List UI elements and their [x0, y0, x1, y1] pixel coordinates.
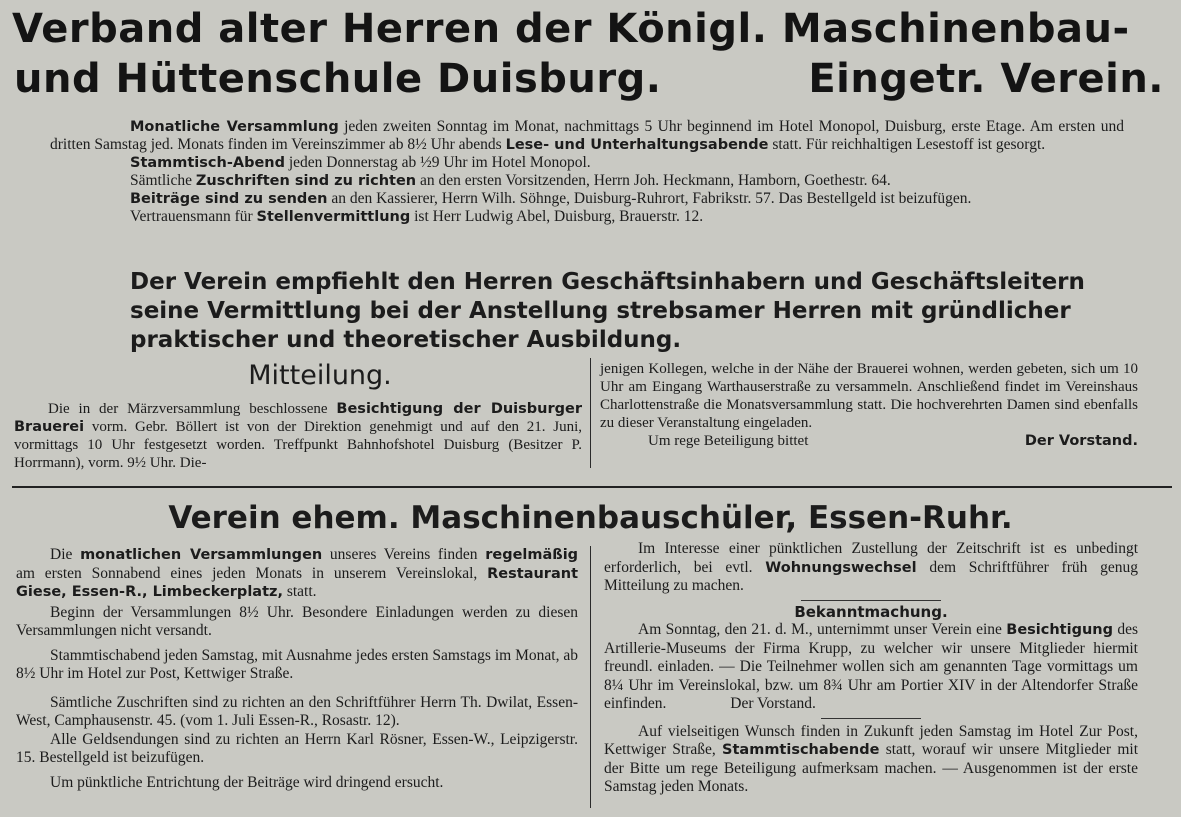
s2-l1-bold: monatlichen Versammlungen — [80, 547, 323, 563]
stammtisch-paragraph — [50, 154, 1124, 172]
section2-title: Verein ehem. Maschinenbauschüler, Essen-Ruhr. — [168, 500, 1013, 536]
s2-r1-text: dem Schriftführer früh genug Mitteilung zu machen. — [604, 558, 1138, 594]
placement-pre: Vertrauensmann für — [130, 208, 253, 225]
placement-bold: Stellenvermittlung — [256, 209, 411, 225]
section-separator — [12, 486, 1172, 488]
section2-right-column — [604, 540, 1138, 797]
s2-payments: Alle Geldsendungen sind zu richten an Herrn Karl Rösner, Essen-W., Leipzigerstr. 15. Bestellgeld ist beizufügen. — [16, 730, 578, 766]
s2-address-change — [604, 540, 1138, 596]
section1-title-line1: Verband alter Herren der Königl. Maschinenbau- — [12, 6, 1130, 52]
s2-r1-pre: Im Interesse einer pünktlichen Zustellung der Zeitschrift ist es unbedingt erforderlich, bei evtl. — [604, 540, 1138, 576]
stammtisch-bold: Stammtisch-Abend — [130, 155, 285, 171]
s2-l1-end: statt. — [286, 583, 317, 600]
column-divider-top — [590, 358, 591, 468]
correspondence-text: an den ersten Vorsitzenden, Herrn Joh. Heckmann, Hamborn, Goethestr. 64. — [420, 172, 891, 189]
s2-r2-bold: Besichtigung — [1006, 622, 1113, 638]
s2-r3-pre: Auf vielseitigen Wunsch finden in Zukunft jeden Samstag im Hotel Zur Post, Kettwiger Straße, — [604, 722, 1138, 758]
s2-monthly-meetings — [16, 546, 578, 602]
column-divider-bottom — [590, 546, 591, 808]
mitteilung-signature: Der Vorstand. — [1024, 433, 1138, 449]
mitteilung-left-text: vorm. Gebr. Böllert ist von der Direktion genehmigt und auf den 21. Juni, vormittags 10 Uhr festgesetzt worden. Treffpunkt Bahnhofshotel Duisburg (Besitzer P. Horrmann), vorm. 9½ Uhr. Die- — [14, 419, 582, 471]
s2-l1-bold3: Restaurant Giese, Essen-R., Limbeckerplatz, — [16, 565, 578, 600]
dues-text: an den Kassierer, Herrn Wilh. Söhnge, Duisburg-Ruhrort, Fabrikstr. 57. Das Bestellgeld ist beizufügen. — [331, 190, 972, 207]
reading-evening-text: statt. Für reichhaltigen Lesestoff ist gesorgt. — [772, 136, 1046, 153]
s2-r3-bold: Stammtischabende — [722, 742, 880, 758]
s2-r2-signature: Der Vorstand. — [730, 695, 816, 712]
mitteilung-closing-row — [600, 432, 1138, 450]
s2-r3-text: statt, worauf wir unsere Mitglieder mit der Bitte um rege Beteiligung aufmerksam machen. — Ausgenommen ist der erste Samstag jeden Monats. — [604, 741, 1138, 795]
s2-rule-2 — [821, 718, 921, 719]
mitteilung-left-pre: Die in der Märzversammlung beschlossene — [48, 401, 328, 417]
s2-stammtisch-announcement — [604, 723, 1138, 797]
dues-paragraph — [50, 190, 1124, 208]
s2-l1-mid: unseres Vereins finden — [329, 546, 478, 563]
dues-bold: Beiträge sind zu senden — [130, 191, 328, 207]
placement-paragraph — [50, 208, 1124, 226]
section1-title-line2 — [14, 56, 1164, 102]
correspondence-bold: Zuschriften sind zu richten — [195, 173, 417, 189]
s2-stammtisch: Stammtischabend jeden Samstag, mit Ausnahme jedes ersten Samstags im Monat, ab 8½ Uhr im Hotel zur Post, Kettwiger Straße. — [16, 646, 578, 682]
s2-announcement-heading: Bekanntmachung. — [794, 602, 948, 621]
mitteilung-closing: Um rege Beteiligung bittet — [648, 433, 809, 449]
section1-slogan: Der Verein empfiehlt den Herren Geschäftsinhabern und Geschäftsleitern seine Vermittlung bei der Anstellung strebsamer Herren mit gründlicher praktischer und theoretischer Ausbildung. — [130, 269, 1085, 353]
reading-evening-bold: Lese- und Unterhaltungsabende — [505, 137, 769, 153]
mitteilung-left-paragraph — [14, 400, 582, 472]
s2-correspondence: Sämtliche Zuschriften sind zu richten an den Schriftführer Herrn Th. Dwilat, Essen-West, Camphausenstr. 45. (vom 1. Juli Essen-R., Rosastr. 12). — [16, 693, 578, 729]
s2-dues: Um pünktliche Entrichtung der Beiträge wird dringend ersucht. — [50, 773, 444, 791]
section1-title-line2-right: Eingetr. Verein. — [808, 56, 1164, 102]
s2-r2-pre: Am Sonntag, den 21. d. M., unternimmt unser Verein eine — [638, 621, 1002, 638]
mitteilung-left-bold: Besichtigung der Duisburger Brauerei — [14, 401, 582, 435]
section1-body — [50, 118, 1124, 226]
s2-l1-pre: Die — [50, 546, 73, 563]
s2-l1-text: am ersten Sonnabend eines jeden Monats in unserem Vereinslokal, — [16, 564, 478, 582]
mitteilung-right-column — [600, 360, 1138, 450]
meeting-text: jeden zweiten Sonntag im Monat, nachmittags 5 Uhr beginnend im Hotel Monopol, Duisburg, erste Etage. Am ersten und dritten Samstag jed. Monats finden im Vereinszimmer ab 8½ Uhr abends — [50, 118, 1125, 153]
s2-l1-bold2: regelmäßig — [485, 547, 579, 563]
s2-start-time: Beginn der Versammlungen 8½ Uhr. Besondere Einladungen werden zu diesen Versammlungen nicht versandt. — [16, 603, 578, 639]
placement-text: ist Herr Ludwig Abel, Duisburg, Brauerstr. 12. — [414, 208, 704, 225]
meeting-paragraph — [50, 118, 1124, 154]
meeting-bold: Monatliche Versammlung — [130, 119, 339, 135]
mitteilung-right-text: jenigen Kollegen, welche in der Nähe der Brauerei wohnen, werden gebeten, sich um 10 Uhr am Eingang Warthauserstraße zu versammeln. Anschließend findet im Vereinshaus Charlottenstraße die Monatsversammlung statt. Die hochverehrten Damen sind ebenfalls zu dieser Veranstaltung eingeladen. — [600, 361, 1138, 431]
correspondence-paragraph — [50, 172, 1124, 190]
mitteilung-title: Mitteilung. — [248, 360, 392, 391]
s2-rule-1 — [801, 600, 941, 601]
correspondence-pre: Sämtliche — [130, 172, 192, 189]
stammtisch-text: jeden Donnerstag ab ½9 Uhr im Hotel Monopol. — [288, 154, 591, 171]
section1-title-line2-left: und Hüttenschule Duisburg. — [14, 56, 662, 102]
s2-visit-announcement — [604, 621, 1138, 714]
mitteilung-left-column — [14, 400, 582, 472]
s2-r2-text: des Artillerie-Museums der Firma Krupp, zu welcher wir unsere Mitglieder hiermit freundl. einladen. — Die Teilnehmer wollen sich am genannten Tage vormittags um 8¼ Uhr im Vereinslokal, bzw. um 8¾ Uhr am Portier XIV in der Altendorfer Straße einfinden. — [604, 621, 1139, 712]
section2-left-column — [16, 546, 578, 792]
s2-r1-bold: Wohnungswechsel — [765, 559, 917, 576]
